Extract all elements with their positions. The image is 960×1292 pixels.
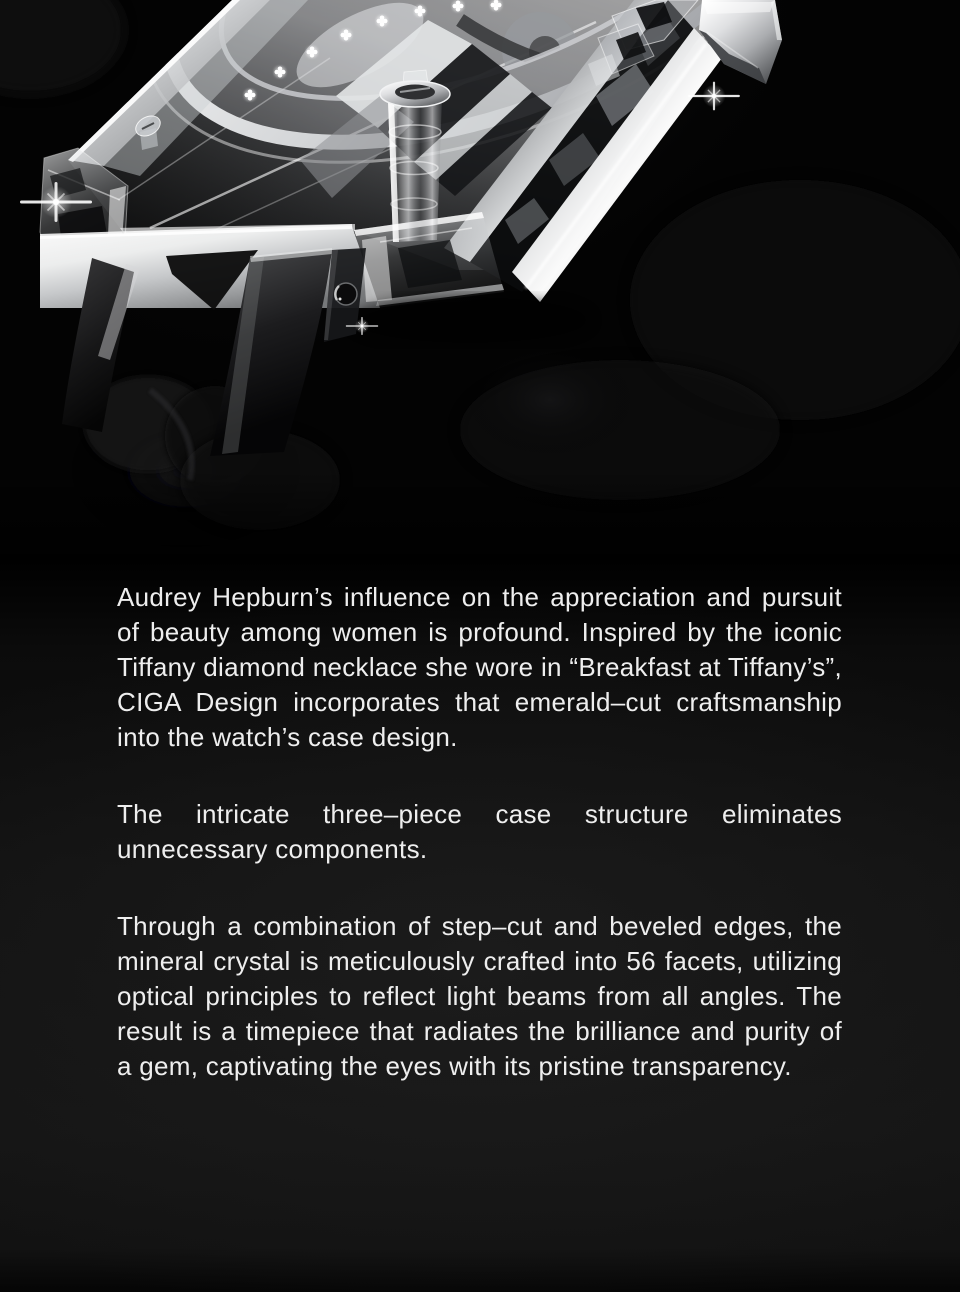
bottom-fade [0,470,960,560]
paragraph-56-facets: Through a combination of step–cut and beveled edges, the mineral crystal is meticulously crafted into 56 facets, utilizing optical principles to reflect light beams from all angles. The result is a timepiece that radiates the brilliance and purity of a gem, captivating the eyes with its pristine transparency. [117,911,842,1081]
paragraph-case-structure: The intricate three–piece case structure eliminates unnecessary components. [117,799,842,864]
crystal-screw-cap [380,81,450,107]
strap-pin [335,283,357,305]
watch-photo [0,0,960,560]
paragraph-audrey-hepburn: Audrey Hepburn’s influence on the appreciation and pursuit of beauty among women is profound. Inspired by the iconic Tiffany diamond necklace she wore in “Breakfast at Tiffany’s”, CIGA Design incorporates that emerald–cut craftsmanship into the watch’s case design. [117,582,842,752]
description-section [0,560,960,1292]
